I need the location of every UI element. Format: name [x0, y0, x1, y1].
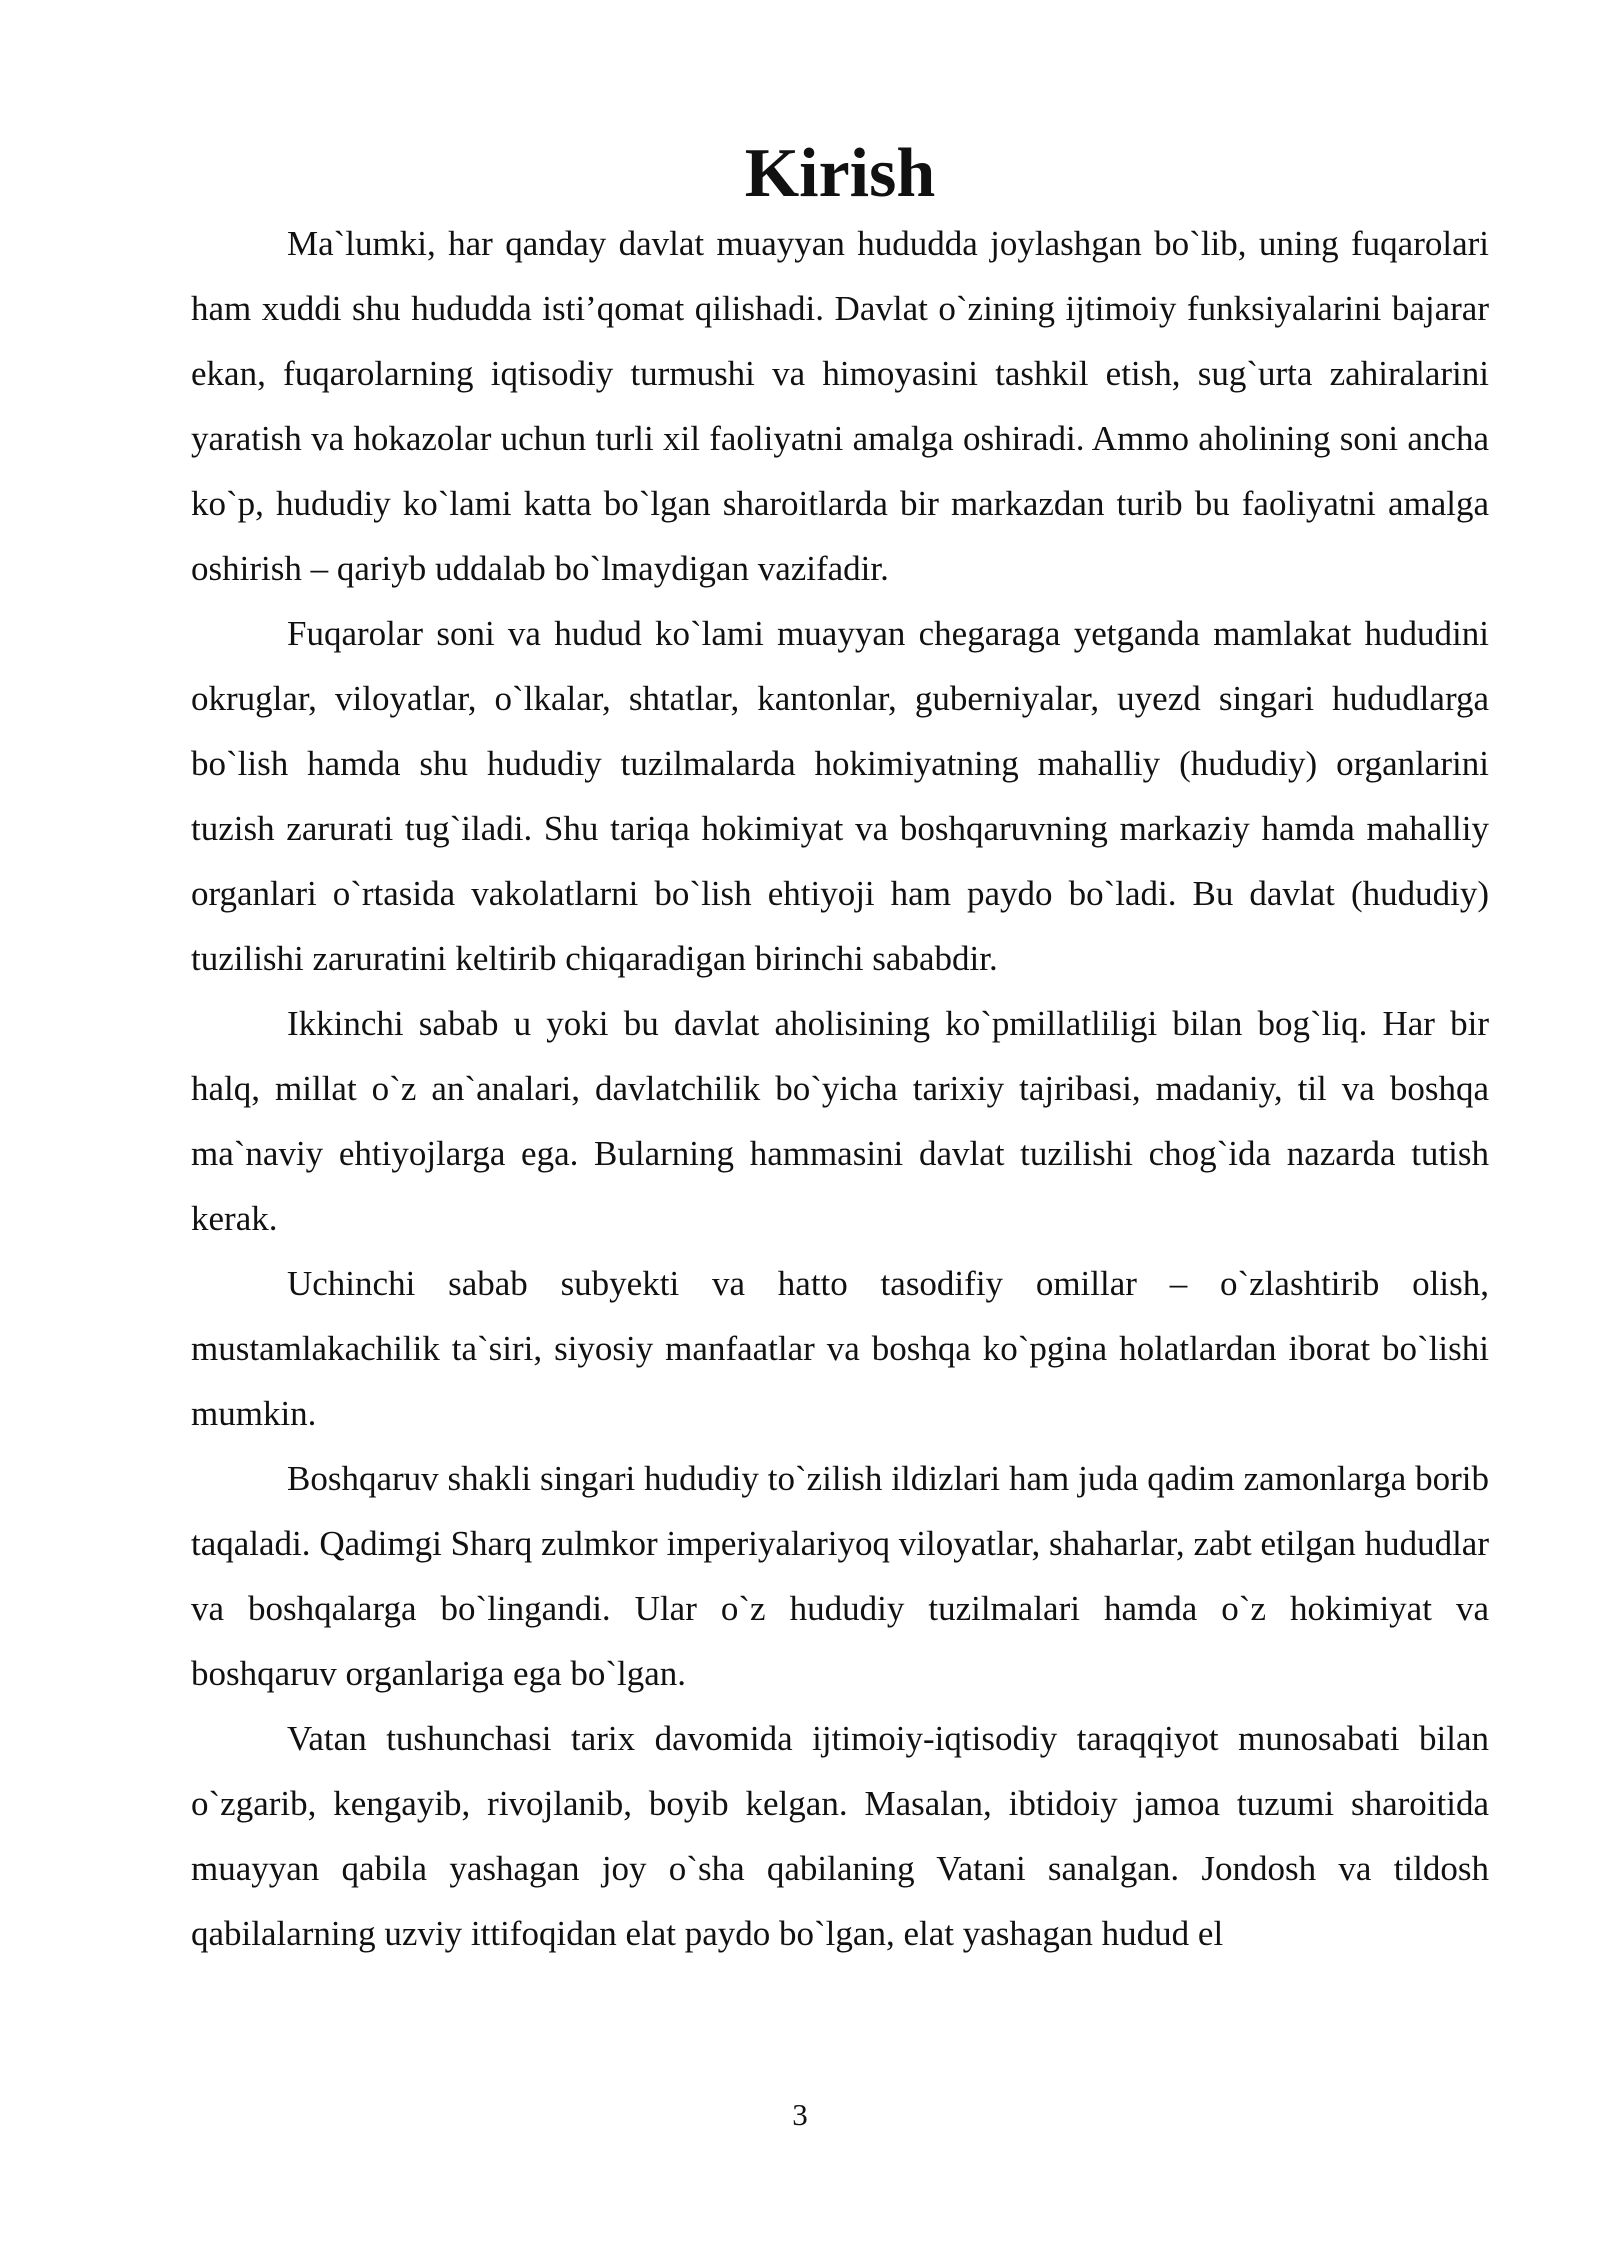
paragraph-5: Boshqaruv shakli singari hududiy to`zilish ildizlari ham juda qadim zamonlarga borib taqaladi. Qadimgi Sharq zulmkor imperiyalariyoq viloyatlar, shaharlar, zabt etilgan hududlar va boshqalarga bo`lingandi. Ular o`z hududiy tuzilmalari hamda o`z hokimiyat va boshqaruv organlariga ega bo`lgan. [191, 1459, 1489, 1693]
paragraph-1: Ma`lumki, har qanday davlat muayyan hududda joylashgan bo`lib, uning fuqarolari ham xuddi shu hududda isti’qomat qilishadi. Davlat o`zining ijtimoiy funksiyalarini bajarar ekan, fuqarolarning iqtisodiy turmushi va himoyasini tashkil etish, sug`urta zahiralarini yaratish va hokazolar uchun turli xil faoliyatni amalga oshiradi. Ammo aholining soni ancha ko`p, hududiy ko`lami katta bo`lgan sharoitlarda bir markazdan turib bu faoliyatni amalga oshirish – qariyb uddalab bo`lmaydigan vazifadir. [191, 224, 1489, 588]
paragraph-2: Fuqarolar soni va hudud ko`lami muayyan chegaraga yetganda mamlakat hududini okruglar, viloyatlar, o`lkalar, shtatlar, kantonlar, guberniyalar, uyezd singari hududlarga bo`lish hamda shu hududiy tuzilmalarda hokimiyatning mahalliy (hududiy) organlarini tuzish zarurati tug`iladi. Shu tariqa hokimiyat va boshqaruvning markaziy hamda mahalliy organlari o`rtasida vakolatlarni bo`lish ehtiyoji ham paydo bo`ladi. Bu davlat (hududiy) tuzilishi zaruratini keltirib chiqaradigan birinchi sababdir. [191, 614, 1489, 978]
paragraph-3: Ikkinchi sabab u yoki bu davlat aholisining ko`pmillatliligi bilan bog`liq. Har bir halq, millat o`z an`analari, davlatchilik bo`yicha tarixiy tajribasi, madaniy, til va boshqa ma`naviy ehtiyojlarga ega. Bularning hammasini davlat tuzilishi chog`ida nazarda tutish kerak. [191, 1004, 1489, 1238]
page-number: 3 [792, 2097, 808, 2132]
page-title: Kirish [744, 135, 936, 212]
paragraph-6: Vatan tushunchasi tarix davomida ijtimoiy-iqtisodiy taraqqiyot munosabati bilan o`zgarib, kengayib, rivojlanib, boyib kelgan. Masalan, ibtidoiy jamoa tuzumi sharoitida muayyan qabila yashagan joy o`sha qabilaning Vatani sanalgan. Jondosh va tildosh qabilalarning uzviy ittifoqidan elat paydo bo`lgan, elat yashagan hudud el [191, 1719, 1489, 1953]
page-body [191, 135, 1489, 1966]
paragraph-4: Uchinchi sabab subyekti va hatto tasodifiy omillar – o`zlashtirib olish, mustamlakachilik ta`siri, siyosiy manfaatlar va boshqa ko`pgina holatlardan iborat bo`lishi mumkin. [191, 1264, 1489, 1433]
